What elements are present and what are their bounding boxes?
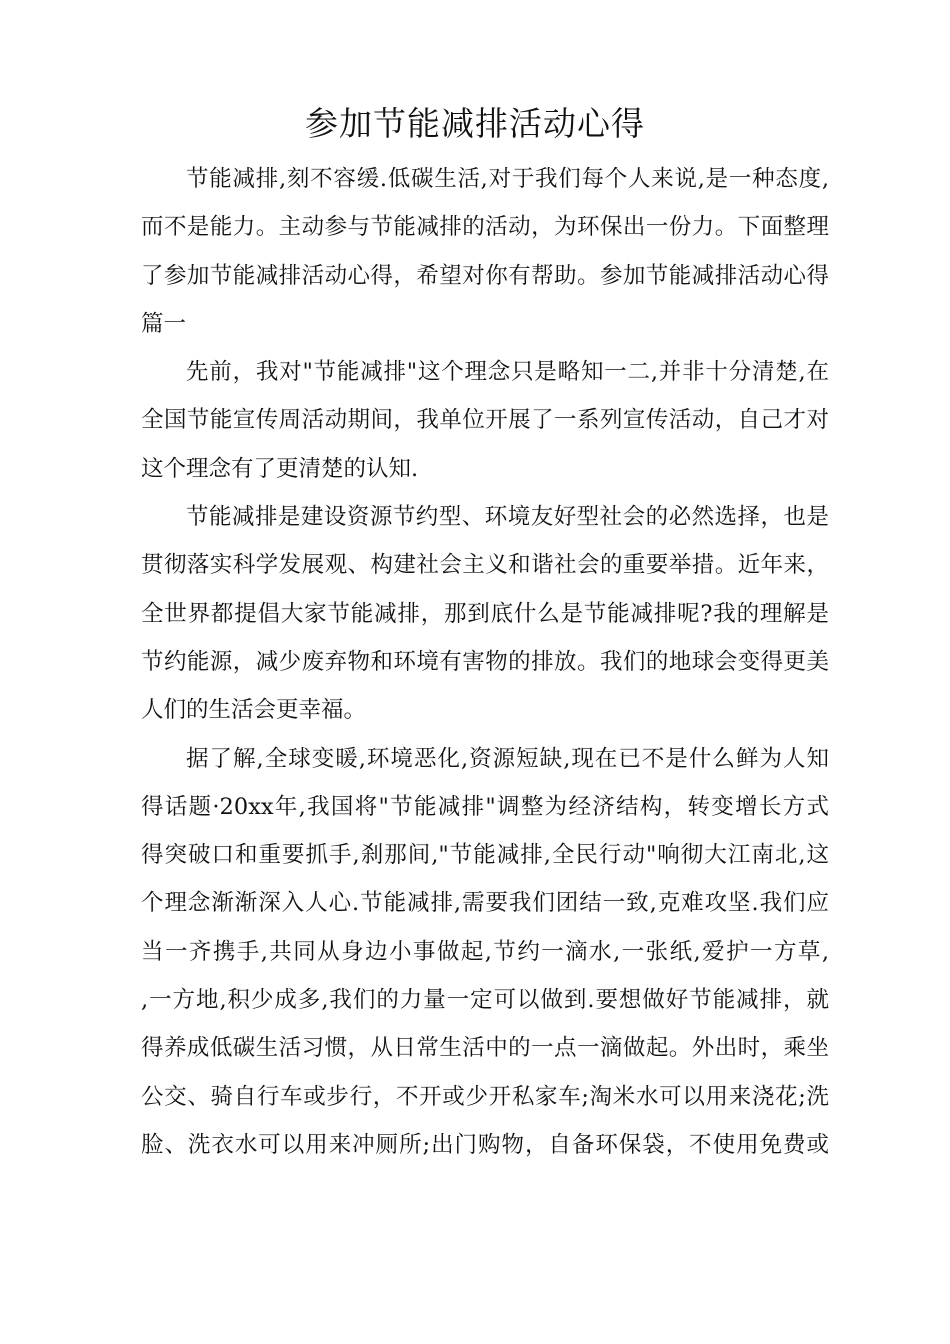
text-line: 节能减排,刻不容缓.低碳生活,对于我们每个人来说,是一种态度, (186, 166, 829, 192)
text-line: 节能减排是建设资源节约型、环境友好型社会的必然选择，也是 (186, 504, 829, 531)
text-line: 篇一 (141, 310, 187, 337)
text-line: 全世界都提倡大家节能减排，那到底什么是节能减排呢?我的理解是 (141, 600, 829, 627)
text-line: 当一齐携手,共同从身边小事做起,节约一滴水,一张纸,爱护一方草, (141, 938, 829, 965)
paragraph-2 (141, 348, 829, 493)
text-line: 全国节能宣传周活动期间，我单位开展了一系列宣传活动，自己才对 (141, 407, 829, 434)
text-line: 了参加节能减排活动心得，希望对你有帮助。参加节能减排活动心得 (141, 262, 829, 289)
text-line: 脸、洗衣水可以用来冲厕所;出门购物，自备环保袋，不使用免费或 (141, 1131, 829, 1158)
text-line: 据了解,全球变暖,环境恶化,资源短缺,现在已不是什么鲜为人知 (186, 745, 829, 772)
text-line: 先前，我对"节能减排"这个理念只是略知一二,并非十分清楚,在 (186, 359, 829, 386)
text-line: 得突破口和重要抓手,刹那间,"节能减排,全民行动"响彻大江南北,这 (141, 842, 829, 869)
text-line: 公交、骑自行车或步行，不开或少开私家车;淘米水可以用来浇花;洗 (141, 1083, 829, 1110)
text-line: 节约能源，减少废弃物和环境有害物的排放。我们的地球会变得更美 (141, 648, 829, 675)
text-line: ,一方地,积少成多,我们的力量一定可以做到.要想做好节能减排，就 (141, 987, 829, 1014)
text-line: 这个理念有了更清楚的认知. (141, 455, 419, 482)
text-line: 人们的生活会更幸福。 (141, 697, 367, 724)
paragraph-4 (141, 735, 829, 1170)
text-line: 得话题·20xx年,我国将"节能减排"调整为经济结构，转变增长方式 (141, 793, 829, 820)
text-line: 个理念渐渐深入人心.节能减排,需要我们团结一致,克难攻坚.我们应 (141, 890, 829, 917)
paragraph-3 (141, 493, 829, 734)
text-line: 贯彻落实科学发展观、构建社会主义和谐社会的重要举措。近年来， (141, 552, 829, 579)
text-line: 而不是能力。主动参与节能减排的活动，为环保出一份力。下面整理 (141, 214, 829, 241)
document-title: 参加节能减排活动心得 (305, 104, 645, 143)
paragraph-1 (141, 155, 829, 348)
text-line: 得养成低碳生活习惯，从日常生活中的一点一滴做起。外出时，乘坐 (141, 1035, 829, 1062)
document-body (141, 155, 829, 1169)
